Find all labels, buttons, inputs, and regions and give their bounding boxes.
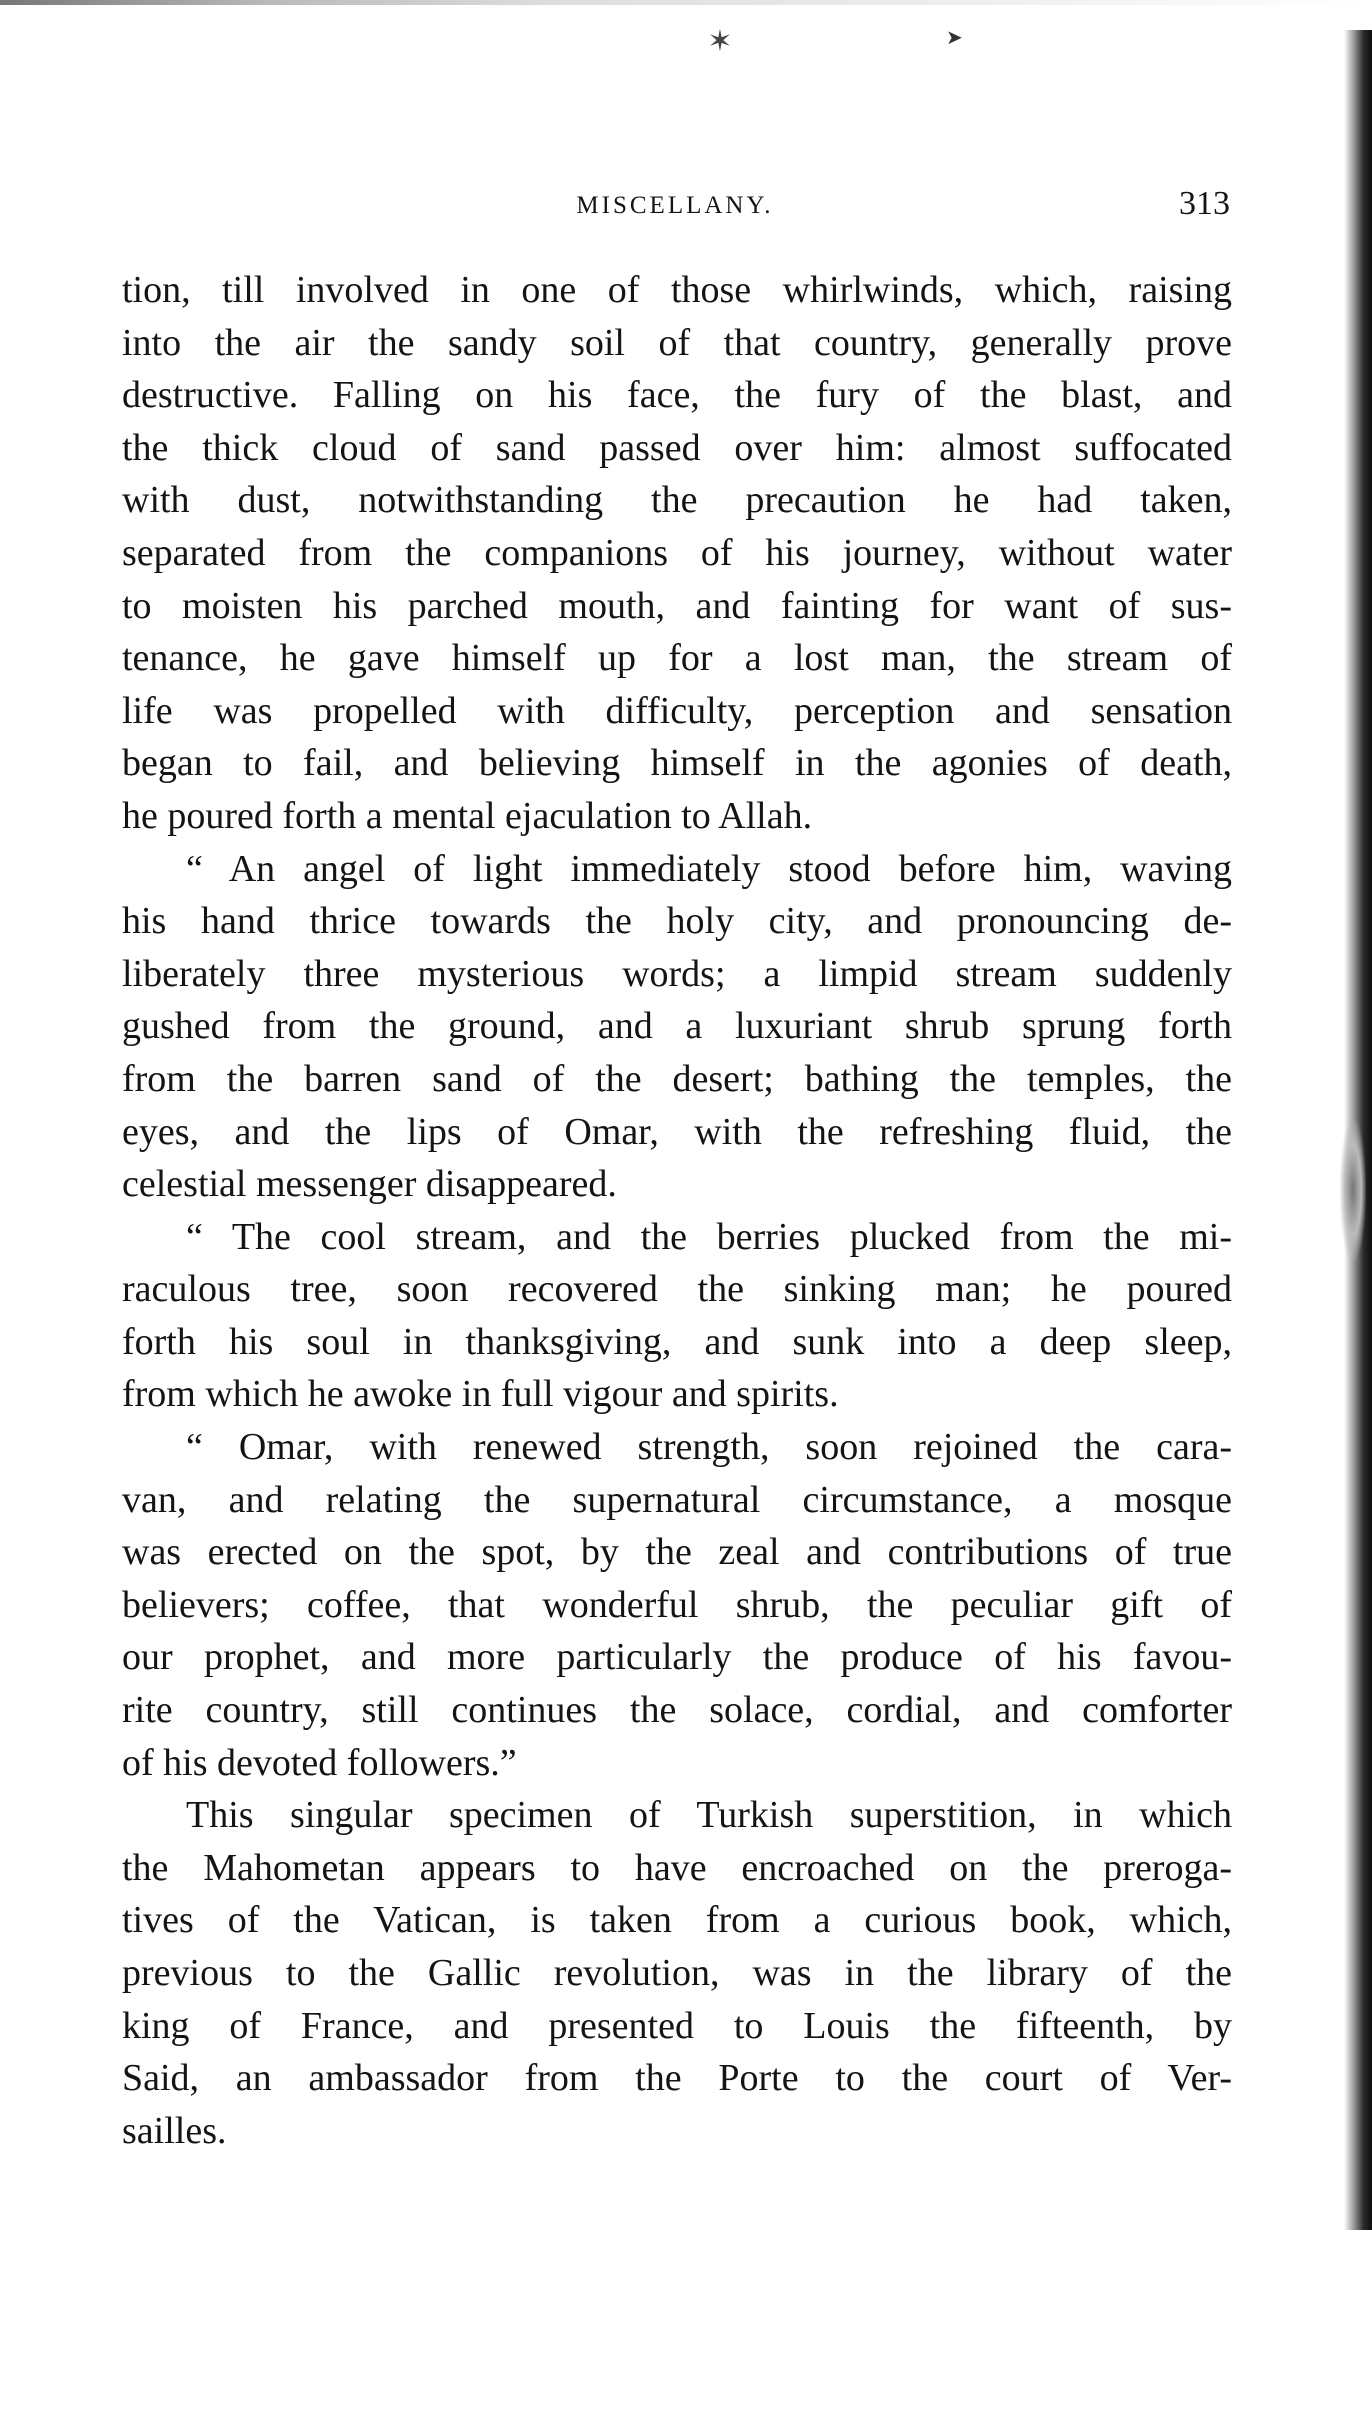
page-top-edge bbox=[0, 0, 1372, 5]
text-line: rite country, still continues the solace, cordial, and comforter bbox=[122, 1689, 1232, 1732]
text-line: destructive. Falling on his face, the fury of the blast, and bbox=[122, 374, 1232, 417]
text-line: he poured forth a mental ejaculation to Allah. bbox=[122, 794, 813, 837]
paragraph bbox=[122, 843, 1232, 1211]
text-line: believers; coffee, that wonderful shrub, the peculiar gift of bbox=[122, 1583, 1232, 1626]
page-edge-smudge bbox=[1340, 1120, 1366, 1260]
text-line: celestial messenger disappeared. bbox=[122, 1163, 617, 1206]
printer-mark-icon: ➤ bbox=[946, 27, 963, 49]
text-line: to moisten his parched mouth, and fainting for want of sus- bbox=[122, 584, 1232, 627]
text-line: “ An angel of light immediately stood before him, waving bbox=[186, 847, 1232, 890]
text-line: king of France, and presented to Louis the fifteenth, by bbox=[122, 2004, 1232, 2047]
text-line: life was propelled with difficulty, perception and sensation bbox=[122, 689, 1232, 732]
text-line: with dust, notwithstanding the precaution he had taken, bbox=[122, 479, 1232, 522]
text-line: liberately three mysterious words; a limpid stream suddenly bbox=[122, 952, 1232, 995]
text-line: our prophet, and more particularly the produce of his favou- bbox=[122, 1636, 1232, 1679]
paragraph bbox=[122, 264, 1232, 843]
body-text bbox=[122, 264, 1232, 2157]
paragraph bbox=[122, 1789, 1232, 2157]
text-line: the thick cloud of sand passed over him: almost suffocated bbox=[122, 426, 1232, 469]
running-title: MISCELLANY. bbox=[576, 192, 774, 219]
text-line: began to fail, and believing himself in the agonies of death, bbox=[122, 742, 1232, 785]
text-line: his hand thrice towards the holy city, and pronouncing de- bbox=[122, 900, 1232, 943]
text-line: tives of the Vatican, is taken from a curious book, which, bbox=[122, 1899, 1232, 1942]
text-line: Said, an ambassador from the Porte to the court of Ver- bbox=[122, 2057, 1232, 2100]
text-line: tion, till involved in one of those whirlwinds, which, raising bbox=[122, 269, 1232, 311]
text-line: “ The cool stream, and the berries plucked from the mi- bbox=[186, 1215, 1232, 1258]
text-line: tenance, he gave himself up for a lost man, the stream of bbox=[122, 637, 1232, 680]
text-line: forth his soul in thanksgiving, and sunk into a deep sleep, bbox=[122, 1320, 1232, 1363]
text-line: van, and relating the supernatural circumstance, a mosque bbox=[122, 1478, 1232, 1521]
running-header bbox=[120, 182, 1230, 232]
paragraph bbox=[122, 1211, 1232, 1421]
text-line: the Mahometan appears to have encroached on the preroga- bbox=[122, 1846, 1232, 1889]
text-line: gushed from the ground, and a luxuriant shrub sprung forth bbox=[122, 1005, 1232, 1048]
text-line: sailles. bbox=[122, 2109, 227, 2152]
printer-ornament-icon: ✶ bbox=[707, 25, 733, 58]
text-line: into the air the sandy soil of that country, generally prove bbox=[122, 321, 1232, 364]
text-line: “ Omar, with renewed strength, soon rejoined the cara- bbox=[186, 1426, 1232, 1469]
text-line: previous to the Gallic revolution, was in the library of the bbox=[122, 1952, 1232, 1994]
text-line: of his devoted followers.” bbox=[122, 1741, 517, 1784]
text-line: separated from the companions of his journey, without water bbox=[122, 531, 1232, 574]
paragraph bbox=[122, 1421, 1232, 1789]
text-line: from the barren sand of the desert; bathing the temples, the bbox=[122, 1057, 1232, 1100]
text-line: This singular specimen of Turkish superstition, in which bbox=[186, 1794, 1232, 1837]
text-line: raculous tree, soon recovered the sinking man; he poured bbox=[122, 1268, 1232, 1311]
text-line: from which he awoke in full vigour and spirits. bbox=[122, 1373, 839, 1416]
text-line: eyes, and the lips of Omar, with the refreshing fluid, the bbox=[122, 1110, 1232, 1153]
text-line: was erected on the spot, by the zeal and contributions of true bbox=[122, 1531, 1232, 1574]
page-number: 313 bbox=[1179, 185, 1230, 222]
